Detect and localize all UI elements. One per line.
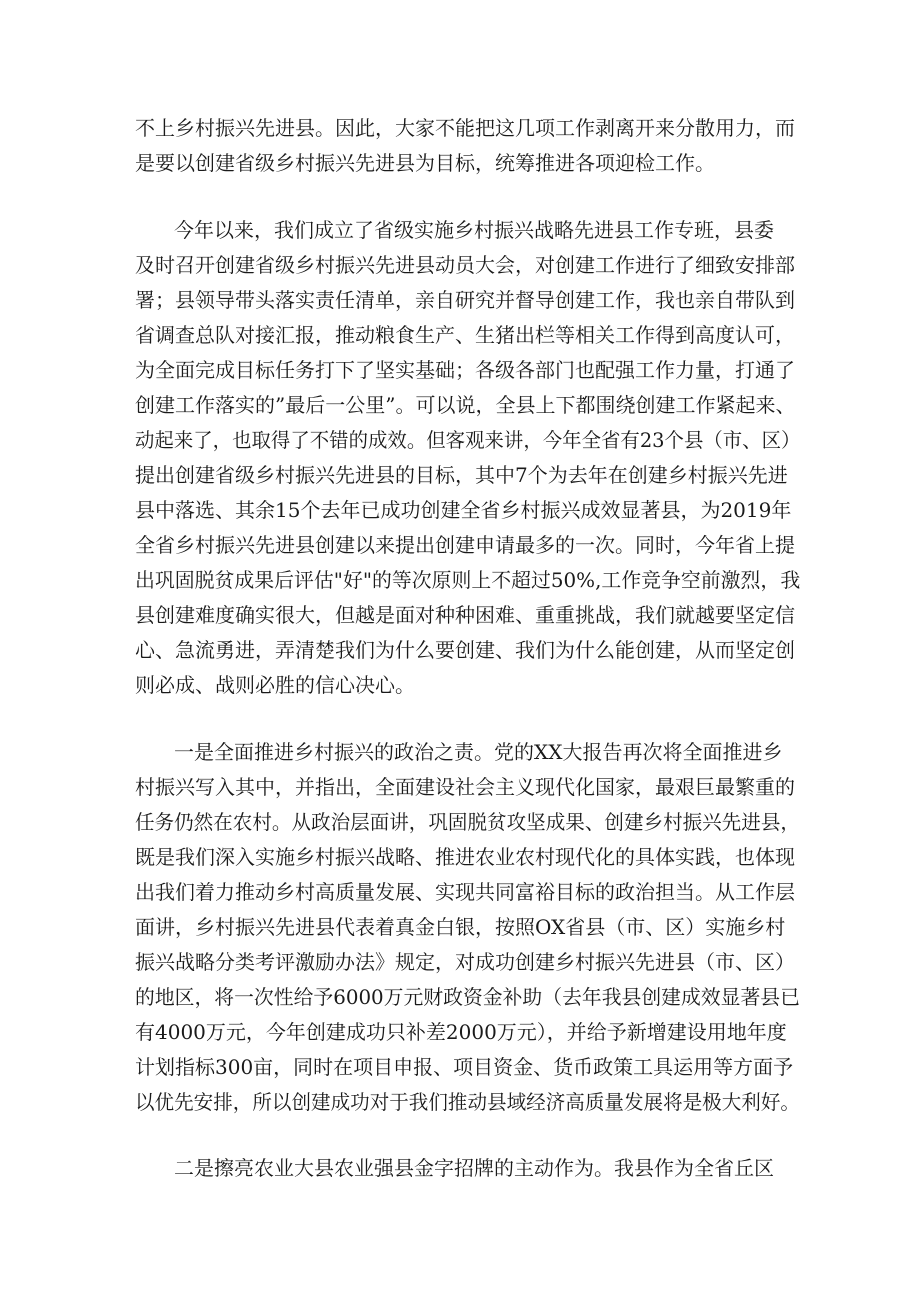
text-line: 及时召开创建省级乡村振兴先进县动员大会，对创建工作进行了细致安排部 [135, 253, 795, 277]
text-line: 的地区，将一次性给予6000万元财政资金补助（去年我县创建成效显著县已 [135, 985, 800, 1009]
text-line: 面讲，乡村振兴先进县代表着真金白银，按照OX省县（市、区）实施乡村 [135, 915, 786, 939]
text-line: 有4000万元，今年创建成功只补差2000万元），并给予新增建设用地年度 [135, 1020, 787, 1044]
text-line: 不上乡村振兴先进县。因此，大家不能把这几项工作剥离开来分散用力，而 [135, 116, 795, 140]
text-line: 以优先安排，所以创建成功对于我们推动县域经济高质量发展将是极大利好。 [135, 1090, 800, 1114]
text-line: 心、急流勇进，弄清楚我们为什么要创建、我们为什么能创建，从而坚定创 [135, 638, 795, 662]
text-line: 出巩固脱贫成果后评估"好"的等次原则上不超过50%,工作竞争空前激烈，我 [135, 568, 801, 592]
text-line: 为全面完成目标任务打下了坚实基础；各级各部门也配强工作力量，打通了 [135, 358, 795, 382]
text-line: 今年以来，我们成立了省级实施乡村振兴战略先进县工作专班，县委 [174, 218, 774, 242]
text-line: 县创建难度确实很大，但越是面对种种困难、重重挑战，我们就越要坚定信 [135, 603, 795, 627]
text-line: 创建工作落实的”最后一公里”。可以说，全县上下都围绕创建工作紧起来、 [135, 393, 796, 417]
text-line: 县中落选、其余15个去年已成功创建全省乡村振兴成效显著县，为2019年 [135, 498, 792, 522]
text-line: 村振兴写入其中，并指出，全面建设社会主义现代化国家，最艰巨最繁重的 [135, 775, 795, 799]
text-line: 署；县领导带头落实责任清单，亲自研究并督导创建工作，我也亲自带队到 [135, 288, 795, 312]
text-line: 既是我们深入实施乡村振兴战略、推进农业农村现代化的具体实践，也体现 [135, 845, 795, 869]
text-line: 出我们着力推动乡村高质量发展、实现共同富裕目标的政治担当。从工作层 [135, 880, 795, 904]
text-line: 是要以创建省级乡村振兴先进县为目标，统筹推进各项迎检工作。 [135, 151, 715, 175]
text-line: 提出创建省级乡村振兴先进县的目标，其中7个为去年在创建乡村振兴先进 [135, 463, 788, 487]
text-line: 振兴战略分类考评激励办法》规定，对成功创建乡村振兴先进县（市、区） [135, 950, 795, 974]
text-line: 则必成、战则必胜的信心决心。 [135, 673, 415, 697]
text-line: 一是全面推进乡村振兴的政治之责。党的XX大报告再次将全面推进乡 [174, 740, 783, 764]
text-line: 计划指标300亩，同时在项目申报、项目资金、货币政策工具运用等方面予 [135, 1055, 794, 1079]
text-line: 全省乡村振兴先进县创建以来提出创建申请最多的一次。同时，今年省上提 [135, 533, 795, 557]
text-line: 动起来了，也取得了不错的成效。但客观来讲，今年全省有23个县（市、区） [135, 428, 801, 452]
text-line: 任务仍然在农村。从政治层面讲，巩固脱贫攻坚成果、创建乡村振兴先进县， [135, 810, 800, 834]
text-line: 省调查总队对接汇报，推动粮食生产、生猪出栏等相关工作得到高度认可， [135, 323, 795, 347]
text-line: 二是擦亮农业大县农业强县金字招牌的主动作为。我县作为全省丘区 [174, 1156, 774, 1180]
